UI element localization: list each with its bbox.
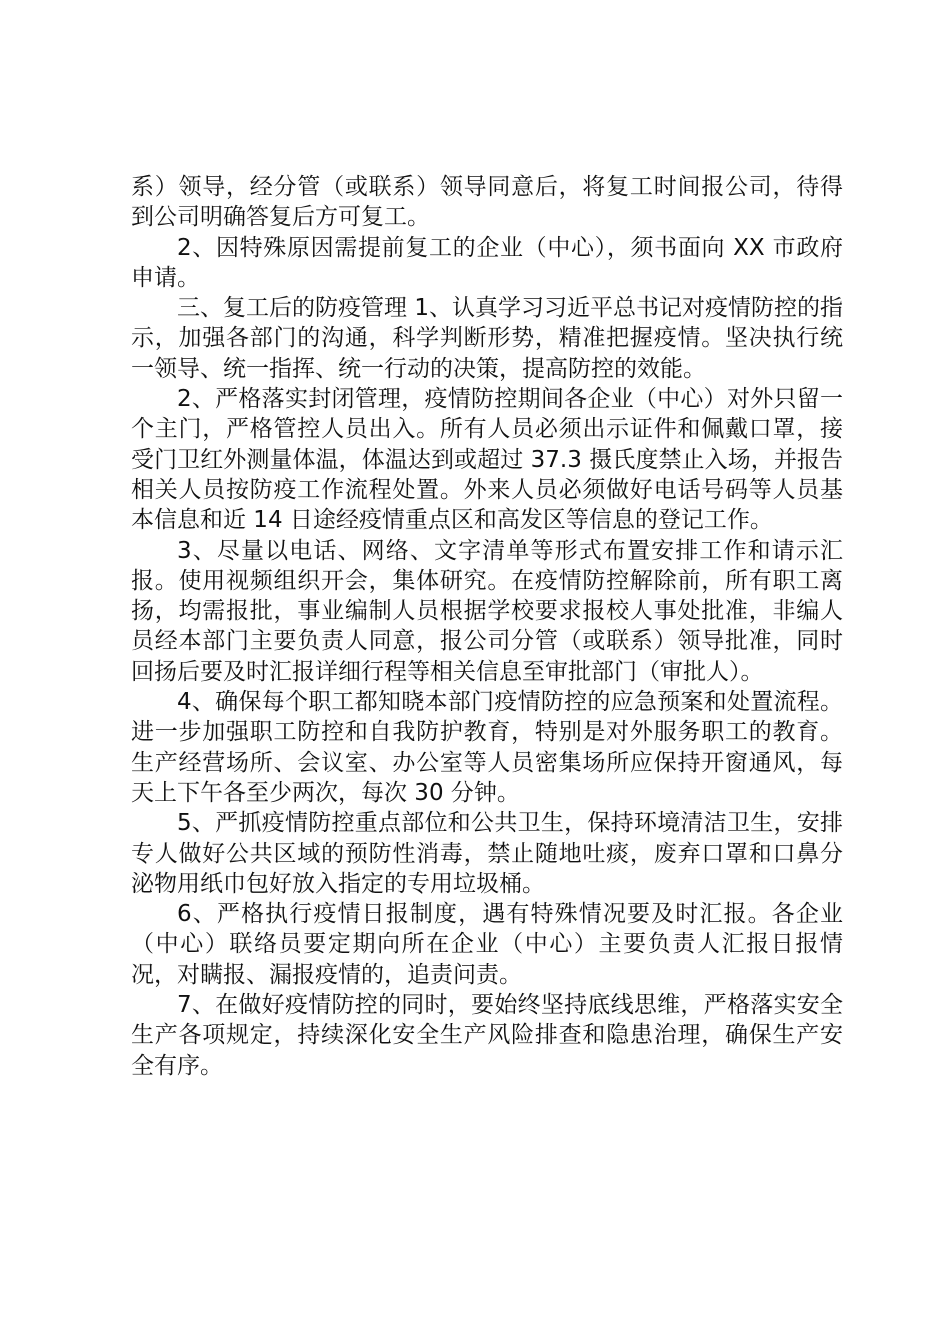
paragraph-daily-report: 6、严格执行疫情日报制度，遇有特殊情况要及时汇报。各企业（中心）联络员要定期向所在企业（中心）主要负责人汇报日报情况，对瞒报、漏报疫情的，追责问责。 (131, 901, 843, 988)
paragraph-early-resumption: 2、因特殊原因需提前复工的企业（中心），须书面向 XX 市政府申请。 (131, 234, 843, 291)
paragraph-public-hygiene: 5、严抓疫情防控重点部位和公共卫生，保持环境清洁卫生，安排专人做好公共区域的预防性消毒，禁止随地吐痰，废弃口罩和口鼻分泌物用纸巾包好放入指定的专用垃圾桶。 (131, 810, 843, 897)
paragraph-section-three: 三、复工后的防疫管理 1、认真学习习近平总书记对疫情防控的指示，加强各部门的沟通，科学判断形势，精准把握疫情。坚决执行统一领导、统一指挥、统一行动的决策，提高防控的效能。 (131, 295, 843, 382)
paragraph-emergency-plan: 4、确保每个职工都知晓本部门疫情防控的应急预案和处置流程。进一步加强职工防控和自我防护教育，特别是对外服务职工的教育。生产经营场所、会议室、办公室等人员密集场所应保持开窗通风，每天上下午各至少两次，每次 30 分钟。 (131, 689, 843, 806)
paragraph-continuation: 系）领导，经分管（或联系）领导同意后，将复工时间报公司，待得到公司明确答复后方可复工。 (131, 174, 843, 231)
paragraph-closed-management: 2、严格落实封闭管理，疫情防控期间各企业（中心）对外只留一个主门，严格管控人员出入。所有人员必须出示证件和佩戴口罩，接受门卫红外测量体温，体温达到或超过 37.3 摄氏度禁止入场，并报告相关人员按防疫工作流程处置。外来人员必须做好电话号码等人员基本信息和近 14 日途经疫情重点区和高发区等信息的登记工作。 (131, 386, 843, 534)
document-body (131, 172, 843, 1081)
paragraph-remote-reporting: 3、尽量以电话、网络、文字清单等形式布置安排工作和请示汇报。使用视频组织开会，集体研究。在疫情防控解除前，所有职工离扬，均需报批，事业编制人员根据学校要求报校人事处批准，非编人员经本部门主要负责人同意，报公司分管（或联系）领导批准，同时回扬后要及时汇报详细行程等相关信息至审批部门（审批人）。 (131, 537, 843, 685)
paragraph-production-safety: 7、在做好疫情防控的同时，要始终坚持底线思维，严格落实安全生产各项规定，持续深化安全生产风险排查和隐患治理，确保生产安全有序。 (131, 992, 843, 1079)
